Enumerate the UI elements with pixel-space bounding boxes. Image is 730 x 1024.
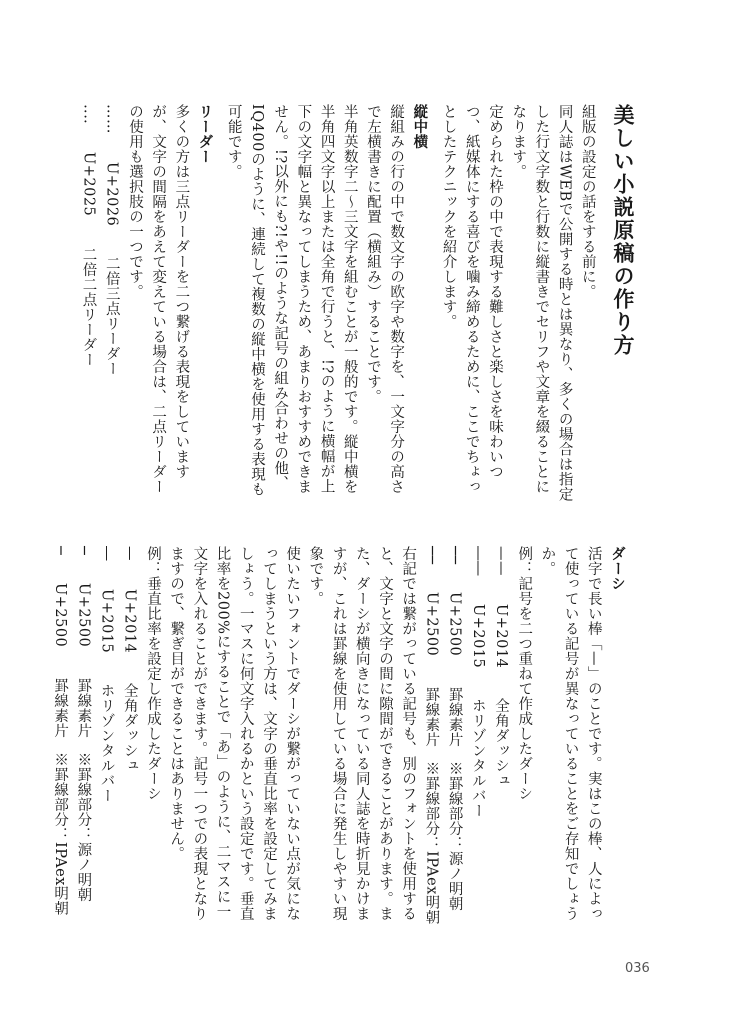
intro-line-1: 組版の設定の話をする前に。 (579, 104, 596, 299)
dash-row (466, 546, 489, 922)
glyph-description: 罫線素片 (446, 686, 463, 747)
intro-line-2: 同人誌はWEBで公開する時とは異なり、多くの場合は指定した行文字数と行数に縦書きでセリフや文章を綴ることになります。 (510, 104, 573, 502)
tatechuyoko-heading: 縦中横 (411, 104, 428, 149)
unicode-code: U+2500 (423, 592, 440, 657)
dash-glyph: — (121, 546, 138, 561)
lower-text-block (52, 546, 634, 925)
leader-glyph: …… (103, 104, 120, 134)
unicode-code: U+2015 (98, 589, 115, 654)
dash-row (118, 546, 141, 922)
tatechuyoko-paragraph-1: 縦組みの行の中で数文字の欧字や数字を、一文字分の高さで左横書きに配置（横組み）することです。 (364, 104, 405, 494)
dash-example2-label: 例：垂直比率を設定し作成したダーシ (144, 546, 161, 801)
dash-example-label: 例：記号を二つ重ねて作成したダーシ (516, 546, 533, 801)
font-note: ※罫線部分：源ノ明朝 (446, 760, 463, 911)
glyph-description: 二倍三点リーダー (103, 256, 120, 377)
dash-row (489, 546, 512, 922)
font-note: ※罫線部分：IPAex明朝 (423, 760, 440, 925)
glyph-description: ホリゾンタルバー (98, 683, 115, 804)
leader-heading: リーダー (196, 104, 213, 164)
dash-row (48, 546, 71, 922)
dash-paragraph-3: 使いたいフォントでダーシが繋がっていない点が気になってしまうという方は、文字の垂直比率を設定してみましょう。一マスに何文字入れるかという設定です。垂直比率を200%にすることで「あ」のように、二マスに一文字を入れることができます。記号一つでの表現となりますので、繋ぎ目ができることはありません。 (168, 546, 301, 921)
unicode-code: U+2014 (121, 589, 138, 654)
unicode-code: U+2500 (75, 583, 92, 648)
intro-line-3: 定められた枠の中で表現する難しさと楽しさを味わいつつ、紙媒体にする喜びを噛み締めるために、ここでちょっとしたテクニックを紹介します。 (440, 104, 503, 494)
upper-text-block (80, 104, 635, 504)
glyph-description: 罫線素片 (75, 677, 92, 738)
glyph-description: 罫線素片 (423, 686, 440, 747)
font-note: ※罫線部分：IPAex明朝 (52, 751, 69, 916)
glyph-description: 罫線素片 (52, 677, 69, 738)
unicode-code: U+2500 (52, 583, 69, 648)
glyph-description: 全角ダッシュ (492, 698, 509, 789)
dash-glyph: ―― (469, 546, 486, 576)
unicode-code: U+2014 (492, 604, 509, 669)
font-note: ※罫線部分：源ノ明朝 (75, 751, 92, 902)
tatechuyoko-paragraph-2: 半角英数字二〜三文字を組むことが一般的です。縦中横を半角四文字以上または全角で行うと、!?のように横幅が上下の文字幅と異なってしまうため、あまりおすすめできません。!?以外にも?!や!!のような記号の組み合わせの他、IQ400のように、連続して複数の縦中横を使用する表現も可能です。 (225, 104, 358, 497)
dash-glyph: ─ (75, 546, 92, 556)
dash-row (71, 546, 94, 922)
dash-glyph: ─ (52, 546, 69, 556)
leader-row (100, 104, 123, 504)
dash-glyph: —— (492, 546, 509, 576)
unicode-code: U+2500 (446, 592, 463, 657)
dash-glyph: ── (423, 546, 440, 565)
unicode-code: U+2025 (80, 152, 97, 217)
dash-paragraph-1: 活字で長い棒「—」のことです。実はこの棒、人によって使っている記号が異なっていることをご存知でしょうか。 (539, 546, 602, 921)
dash-glyph: ― (98, 546, 115, 561)
dash-paragraph-2: 右記では繋がっている記号も、別のフォントを使用すると、文字と文字の間に隙間ができることがあります。また、ダーシが横向きになっている同人誌を時折見かけますが、これは罫線を使用している場合に発生しやすい現象です。 (307, 546, 417, 921)
unicode-code: U+2015 (469, 604, 486, 669)
dash-row (442, 546, 465, 922)
glyph-description: 全角ダッシュ (121, 683, 138, 774)
page-number: 036 (625, 961, 650, 976)
leader-paragraph: 多くの方は三点リーダーを二つ繋げる表現をしていますが、文字の間隔をあえて変えている場合は、二点リーダーの使用も選択肢の一つです。 (126, 104, 190, 494)
page-title: 美しい小説原稿の作り方 (611, 104, 635, 357)
dash-row (94, 546, 117, 922)
glyph-description: ホリゾンタルバー (469, 698, 486, 819)
dash-heading: ダーシ (609, 546, 625, 591)
dash-row (419, 546, 442, 925)
dash-glyph: ── (446, 546, 463, 565)
leader-row (76, 104, 99, 504)
glyph-description: 二倍二点リーダー (80, 246, 97, 367)
unicode-code: U+2026 (103, 162, 120, 227)
leader-glyph: ‥‥ (80, 104, 97, 125)
